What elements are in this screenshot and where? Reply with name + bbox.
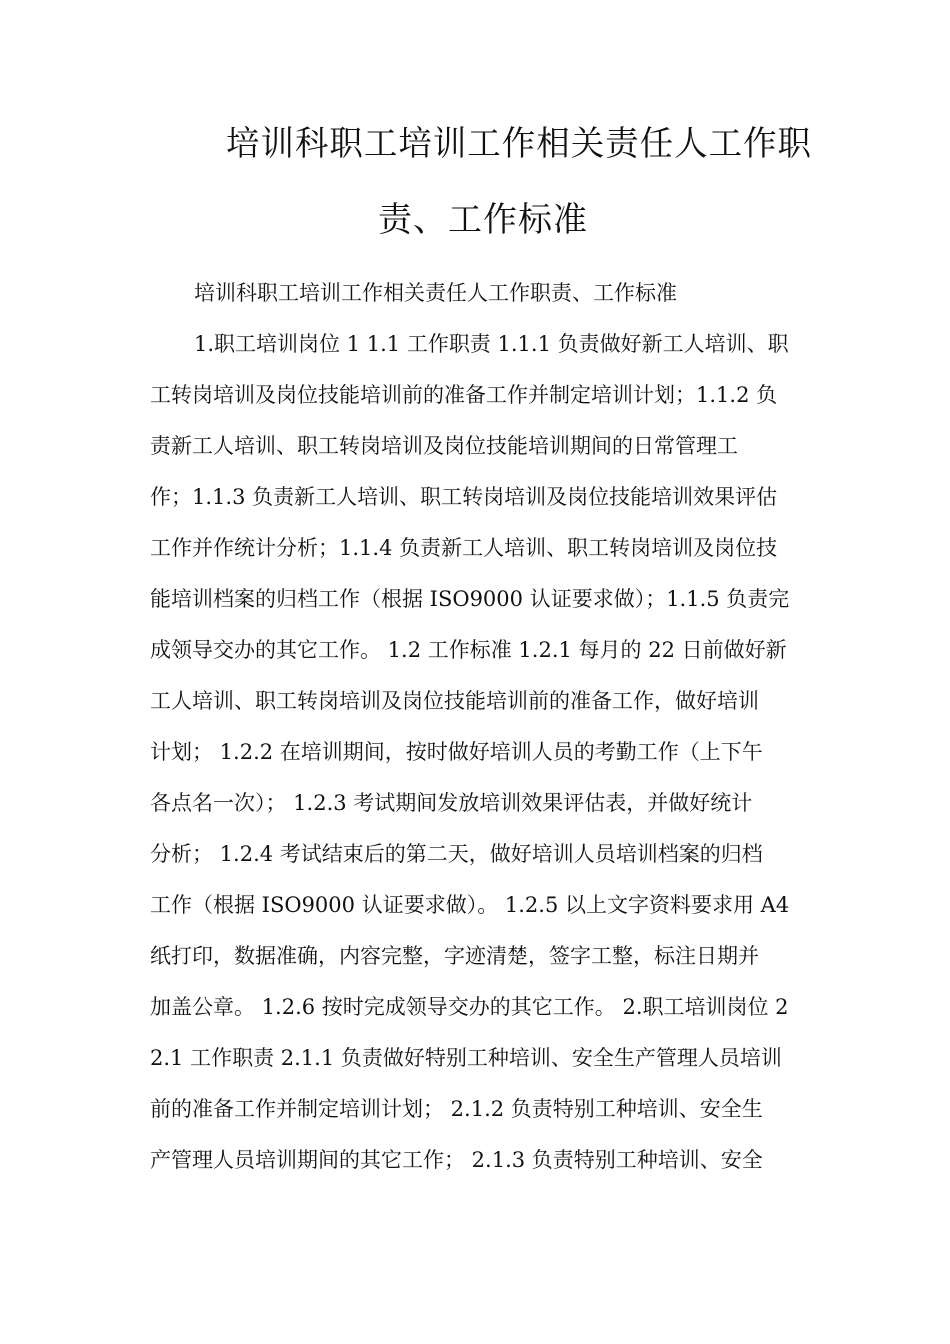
body-line: 成领导交办的其它工作。 1.2 工作标准 1.2.1 每月的 22 日前做好新 bbox=[150, 638, 787, 662]
body-line: 产管理人员培训期间的其它工作； 2.1.3 负责特别工种培训、安全 bbox=[150, 1148, 763, 1172]
body-line: 纸打印，数据准确，内容完整，字迹清楚，签字工整，标注日期并 bbox=[150, 944, 759, 968]
body-line: 能培训档案的归档工作（根据 ISO9000 认证要求做）；1.1.5 负责完 bbox=[150, 587, 790, 611]
body-line: 前的准备工作并制定培训计划； 2.1.2 负责特别工种培训、安全生 bbox=[150, 1097, 763, 1121]
body-line: 2.1 工作职责 2.1.1 负责做好特别工种培训、安全生产管理人员培训 bbox=[150, 1046, 782, 1070]
body-line: 工转岗培训及岗位技能培训前的准备工作并制定培训计划；1.1.2 负 bbox=[150, 383, 778, 407]
body-line: 加盖公章。 1.2.6 按时完成领导交办的其它工作。 2.职工培训岗位 2 bbox=[150, 995, 789, 1019]
body-line: 计划； 1.2.2 在培训期间，按时做好培训人员的考勤工作（上下午 bbox=[150, 740, 763, 764]
body-line: 分析； 1.2.4 考试结束后的第二天，做好培训人员培训档案的归档 bbox=[150, 842, 763, 866]
document-title-line-1: 培训科职工培训工作相关责任人工作职 bbox=[226, 124, 813, 164]
body-line: 工作并作统计分析；1.1.4 负责新工人培训、职工转岗培训及岗位技 bbox=[150, 536, 778, 560]
body-line: 作；1.1.3 负责新工人培训、职工转岗培训及岗位技能培训效果评估 bbox=[150, 485, 778, 509]
body-line: 工人培训、职工转岗培训及岗位技能培训前的准备工作，做好培训 bbox=[150, 689, 759, 713]
body-line: 1.职工培训岗位 1 1.1 工作职责 1.1.1 负责做好新工人培训、职 bbox=[194, 332, 789, 356]
subtitle-line: 培训科职工培训工作相关责任人工作职责、工作标准 bbox=[194, 281, 677, 305]
body-line: 责新工人培训、职工转岗培训及岗位技能培训期间的日常管理工 bbox=[150, 434, 738, 458]
document-title-line-2: 责、工作标准 bbox=[378, 200, 588, 240]
body-line: 工作（根据 ISO9000 认证要求做）。 1.2.5 以上文字资料要求用 A4 bbox=[150, 893, 790, 917]
body-line: 各点名一次）； 1.2.3 考试期间发放培训效果评估表，并做好统计 bbox=[150, 791, 753, 815]
